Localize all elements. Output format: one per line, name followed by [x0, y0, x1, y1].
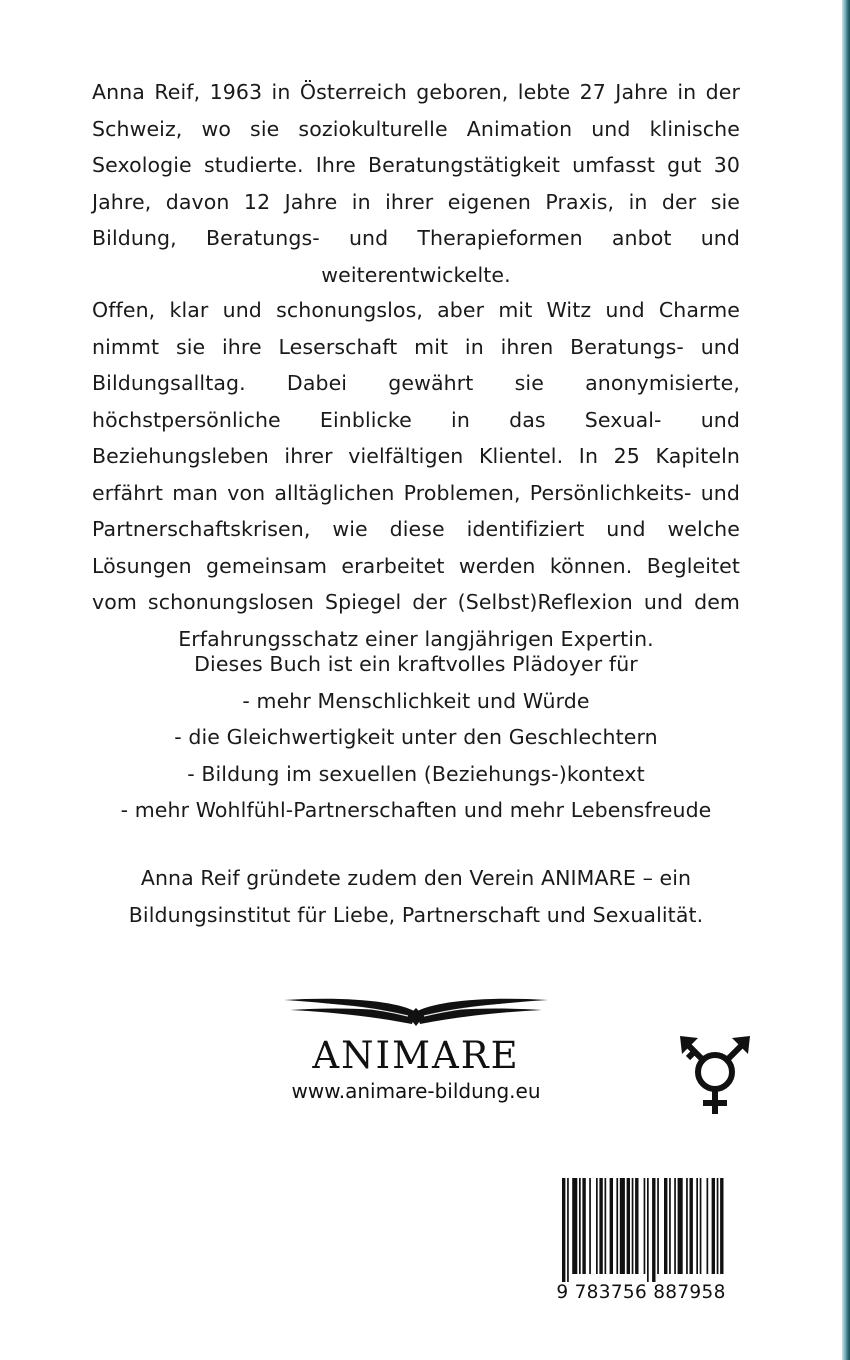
barcode-bar	[635, 1178, 638, 1274]
plea-item: - mehr Menschlichkeit und Würde	[242, 688, 590, 713]
barcode-bar	[572, 1178, 577, 1274]
barcode-bar	[627, 1178, 630, 1274]
barcode-bar	[620, 1178, 625, 1274]
barcode-bar	[669, 1178, 671, 1274]
isbn-number: 9 783756 887958	[556, 1282, 726, 1303]
barcode-bar	[599, 1178, 602, 1274]
plea-list	[92, 646, 740, 829]
barcode-bar	[707, 1178, 709, 1274]
barcode-bar	[644, 1178, 646, 1274]
barcode-bars	[548, 1178, 734, 1282]
barcode-bar	[696, 1178, 698, 1274]
plea-item: - die Gleichwertigkeit unter den Geschlechtern	[174, 725, 658, 749]
author-bio-paragraph: Anna Reif, 1963 in Österreich geboren, lebte 27 Jahre in der Schweiz, wo sie soziokulturelle Animation und klinische Sexologie studierte. Ihre Beratungstätigkeit umfasst gut 30 Jahre, davon 12 Jahre in ihrer eigenen Praxis, in der sie Bildung, Beratungs- und Therapieformen anbot und weiterentwickelte.	[92, 80, 740, 287]
plea-item: - mehr Wohlfühl-Partnerschaften und mehr Lebensfreude	[120, 798, 712, 822]
plea-item: - Bildung im sexuellen (Beziehungs-)kontext	[187, 761, 645, 786]
transgender-symbol-icon	[670, 1028, 760, 1118]
barcode-bar	[579, 1178, 581, 1274]
barcode-bar	[616, 1178, 618, 1274]
barcode-bar	[700, 1178, 702, 1274]
wings-icon	[280, 994, 552, 1028]
barcode-bar	[657, 1178, 659, 1274]
website-url: www.animare-bildung.eu	[291, 1079, 541, 1103]
barcode-bar	[589, 1178, 591, 1274]
isbn-barcode	[548, 1178, 734, 1314]
barcode-bar	[567, 1178, 569, 1282]
barcode-bar	[632, 1178, 634, 1274]
barcode-bar	[582, 1178, 585, 1274]
barcode-bar	[674, 1178, 676, 1274]
barcode-bar	[610, 1178, 613, 1274]
book-spine-edge	[842, 0, 850, 1360]
logo-wordmark: ANIMARE	[312, 1034, 520, 1077]
barcode-bar	[712, 1178, 715, 1274]
barcode-bar	[686, 1178, 688, 1274]
barcode-bar	[664, 1178, 667, 1274]
animare-logo	[280, 994, 552, 1114]
closing-paragraph: Anna Reif gründete zudem den Verein ANIMARE – ein Bildungsinstitut für Liebe, Partnerschaft und Sexualität.	[128, 866, 704, 927]
barcode-bar	[717, 1178, 719, 1274]
book-description-paragraph: Offen, klar und schonungslos, aber mit Witz und Charme nimmt sie ihre Leserschaft mit in ihren Beratungs- und Bildungsalltag. Dabei gewährt sie anonymisierte, höchstpersönliche Einblicke in das Sexual- und Beziehungsleben ihrer vielfältigen Klientel. In 25 Kapiteln erfährt man von alltäglichen Problemen, Persönlichkeits- und Partnerschaftskrisen, wie diese identifiziert und welche Lösungen gemeinsam erarbeitet werden können. Begleitet vom schonungslosen Spiegel der (Selbst)Reflexion und dem Erfahrungsschatz einer langjährigen Expertin.	[92, 298, 740, 651]
plea-intro: Dieses Buch ist ein kraftvolles Plädoyer für	[194, 652, 638, 676]
barcode-bar	[605, 1178, 607, 1274]
barcode-bar	[562, 1178, 565, 1282]
barcode-bar	[678, 1178, 683, 1274]
barcode-bar	[690, 1178, 693, 1274]
barcode-bar	[647, 1178, 649, 1282]
barcode-bar	[720, 1178, 723, 1274]
barcode-bar	[596, 1178, 598, 1274]
barcode-bar	[652, 1178, 655, 1282]
